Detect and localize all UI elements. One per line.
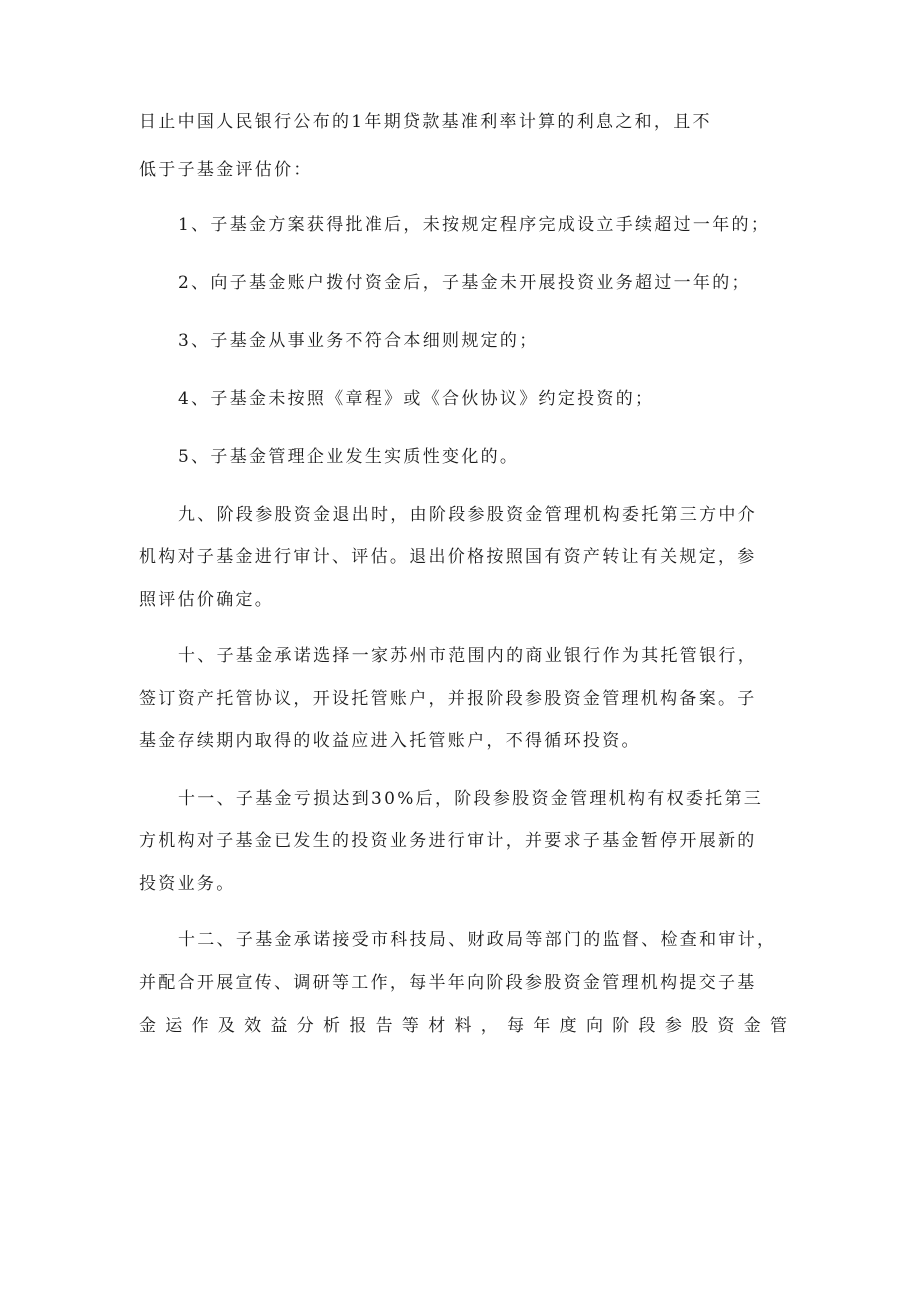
clause-12-line-2: 并配合开展宣传、调研等工作，每半年向阶段参股资金管理机构提交子基 [139, 973, 757, 993]
list-item-5: 5、子基金管理企业发生实质性变化的。 [178, 447, 520, 467]
clause-12-line-1: 十二、子基金承诺接受市科技局、财政局等部门的监督、检查和审计， [178, 930, 777, 950]
clause-11-line-3: 投资业务。 [139, 874, 236, 894]
clause-9-line-1: 九、阶段参股资金退出时，由阶段参股资金管理机构委托第三方中介 [178, 505, 757, 525]
intro-line-1: 日止中国人民银行公布的1年期贷款基准利率计算的利息之和，且不 [139, 112, 712, 132]
clause-9-line-3: 照评估价确定。 [139, 590, 275, 610]
intro-line-2: 低于子基金评估价： [139, 160, 313, 180]
clause-11-line-2: 方机构对子基金已发生的投资业务进行审计，并要求子基金暂停开展新的 [139, 831, 757, 851]
clause-10-line-3: 基金存续期内取得的收益应进入托管账户，不得循环投资。 [139, 731, 641, 751]
clause-10-line-1: 十、子基金承诺选择一家苏州市范围内的商业银行作为其托管银行， [178, 646, 757, 666]
clause-11-line-1: 十一、子基金亏损达到30%后，阶段参股资金管理机构有权委托第三 [178, 789, 764, 809]
clause-9-line-2: 机构对子基金进行审计、评估。退出价格按照国有资产转让有关规定，参 [139, 547, 757, 567]
list-item-3: 3、子基金从事业务不符合本细则规定的； [178, 331, 539, 351]
list-item-1: 1、子基金方案获得批准后，未按规定程序完成设立手续超过一年的； [178, 215, 771, 235]
list-item-4: 4、子基金未按照《章程》或《合伙协议》约定投资的； [178, 389, 655, 409]
clause-12-line-3: 金运作及效益分析报告等材料，每年度向阶段参股资金管 [139, 1016, 787, 1036]
list-item-2: 2、向子基金账户拨付资金后，子基金未开展投资业务超过一年的； [178, 273, 751, 293]
clause-10-line-2: 签订资产托管协议，开设托管账户，并报阶段参股资金管理机构备案。子 [139, 689, 757, 709]
